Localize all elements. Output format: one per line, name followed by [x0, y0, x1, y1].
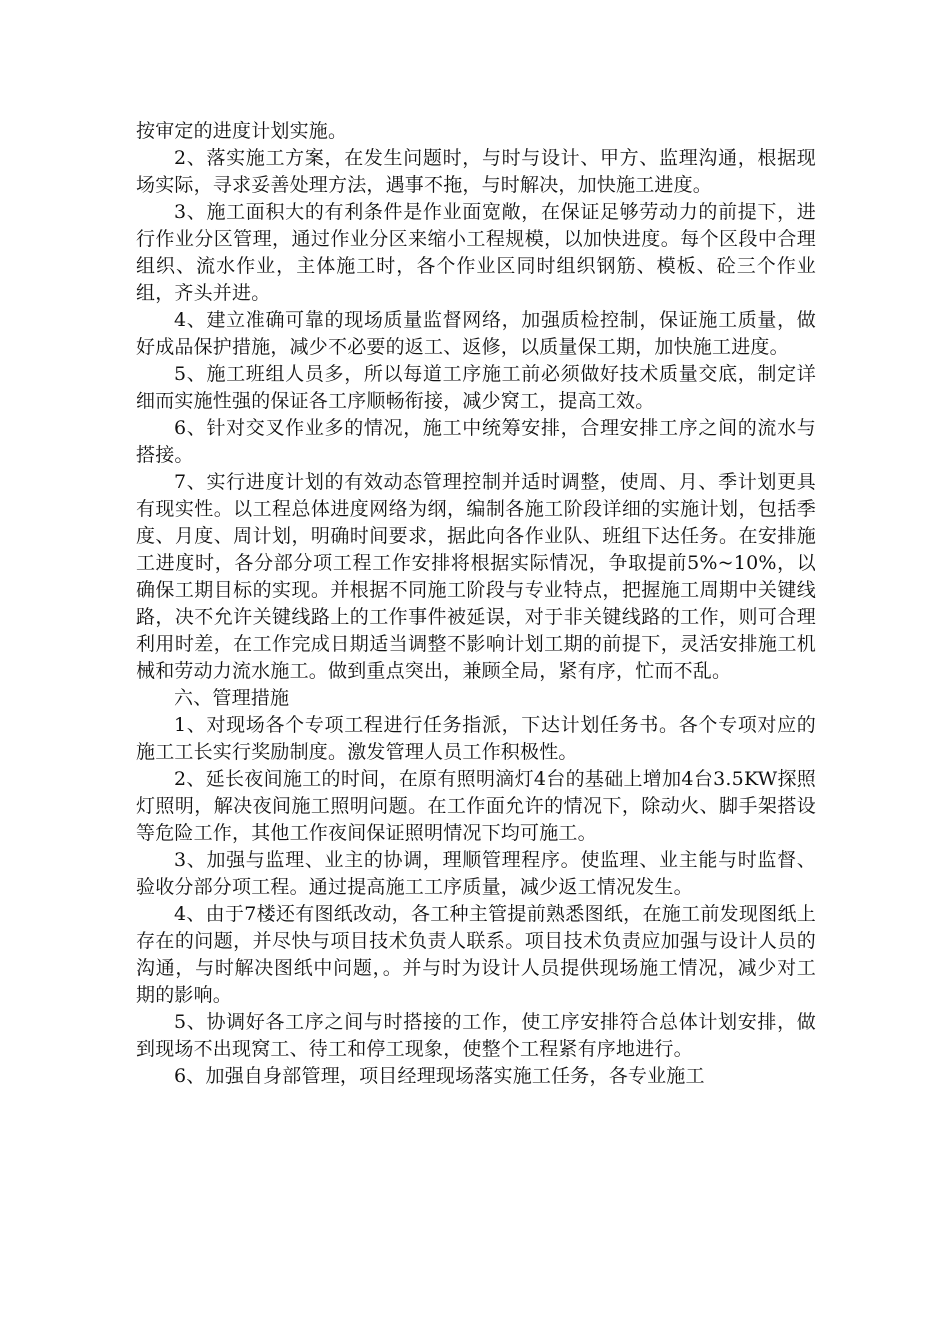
- paragraph-item-5: 5、施工班组人员多，所以每道工序施工前必须做好技术质量交底，制定详细而实施性强的保证各工序顺畅衔接，减少窝工，提高工效。: [136, 363, 816, 412]
- management-item-1: 1、对现场各个专项工程进行任务指派，下达计划任务书。各个专项对应的施工工长实行奖励制度。激发管理人员工作积极性。: [136, 714, 816, 763]
- paragraph-item-3: 3、施工面积大的有利条件是作业面宽敞，在保证足够劳动力的前提下，进行作业分区管理，通过作业分区来缩小工程规模，以加快进度。每个区段中合理组织、流水作业，主体施工时，各个作业区同时组织钢筋、模板、砼三个作业组，齐头并进。: [136, 201, 816, 304]
- paragraph-continuation: 按审定的进度计划实施。: [136, 120, 348, 142]
- management-item-5: 5、协调好各工序之间与时搭接的工作，使工序安排符合总体计划安排，做到现场不出现窝工、待工和停工现象，使整个工程紧有序地进行。: [136, 1011, 816, 1060]
- management-item-2: 2、延长夜间施工的时间，在原有照明滴灯4台的基础上增加4台3.5KW探照灯照明，解决夜间施工照明问题。在工作面允许的情况下，除动火、脚手架搭设等危险工作，其他工作夜间保证照明情况下均可施工。: [136, 768, 816, 844]
- paragraph-item-4: 4、建立准确可靠的现场质量监督网络，加强质检控制，保证施工质量，做好成品保护措施，减少不必要的返工、返修，以质量保工期，加快施工进度。: [136, 309, 816, 358]
- paragraph-item-6: 6、针对交叉作业多的情况，施工中统筹安排，合理安排工序之间的流水与搭接。: [136, 417, 816, 466]
- section-heading-management-measures: 六、管理措施: [174, 687, 290, 709]
- management-item-3: 3、加强与监理、业主的协调，理顺管理程序。使监理、业主能与时监督、验收分部分项工程。通过提高施工工序质量，减少返工情况发生。: [136, 849, 816, 898]
- document-body: [136, 118, 816, 1090]
- paragraph-item-7: 7、实行进度计划的有效动态管理控制并适时调整，使周、月、季计划更具有现实性。以工程总体进度网络为纲，编制各施工阶段详细的实施计划，包括季度、月度、周计划，明确时间要求，据此向各作业队、班组下达任务。在安排施工进度时，各分部分项工程工作安排将根据实际情况，争取提前5%~10%，以确保工期目标的实现。并根据不同施工阶段与专业特点，把握施工周期中关键线路，决不允许关键线路上的工作事件被延误，对于非关键线路的工作，则可合理利用时差，在工作完成日期适当调整不影响计划工期的前提下，灵活安排施工机械和劳动力流水施工。做到重点突出，兼顾全局，紧有序，忙而不乱。: [136, 471, 816, 682]
- management-item-4: 4、由于7楼还有图纸改动，各工种主管提前熟悉图纸，在施工前发现图纸上存在的问题，并尽快与项目技术负责人联系。项目技术负责应加强与设计人员的沟通，与时解决图纸中问题，。并与时为设计人员提供现场施工情况，减少对工期的影响。: [136, 903, 816, 1006]
- paragraph-item-2: 2、落实施工方案，在发生问题时，与时与设计、甲方、监理沟通，根据现场实际，寻求妥善处理方法，遇事不拖，与时解决，加快施工进度。: [136, 147, 816, 196]
- management-item-6: 6、加强自身部管理，项目经理现场落实施工任务，各专业施工: [174, 1065, 705, 1087]
